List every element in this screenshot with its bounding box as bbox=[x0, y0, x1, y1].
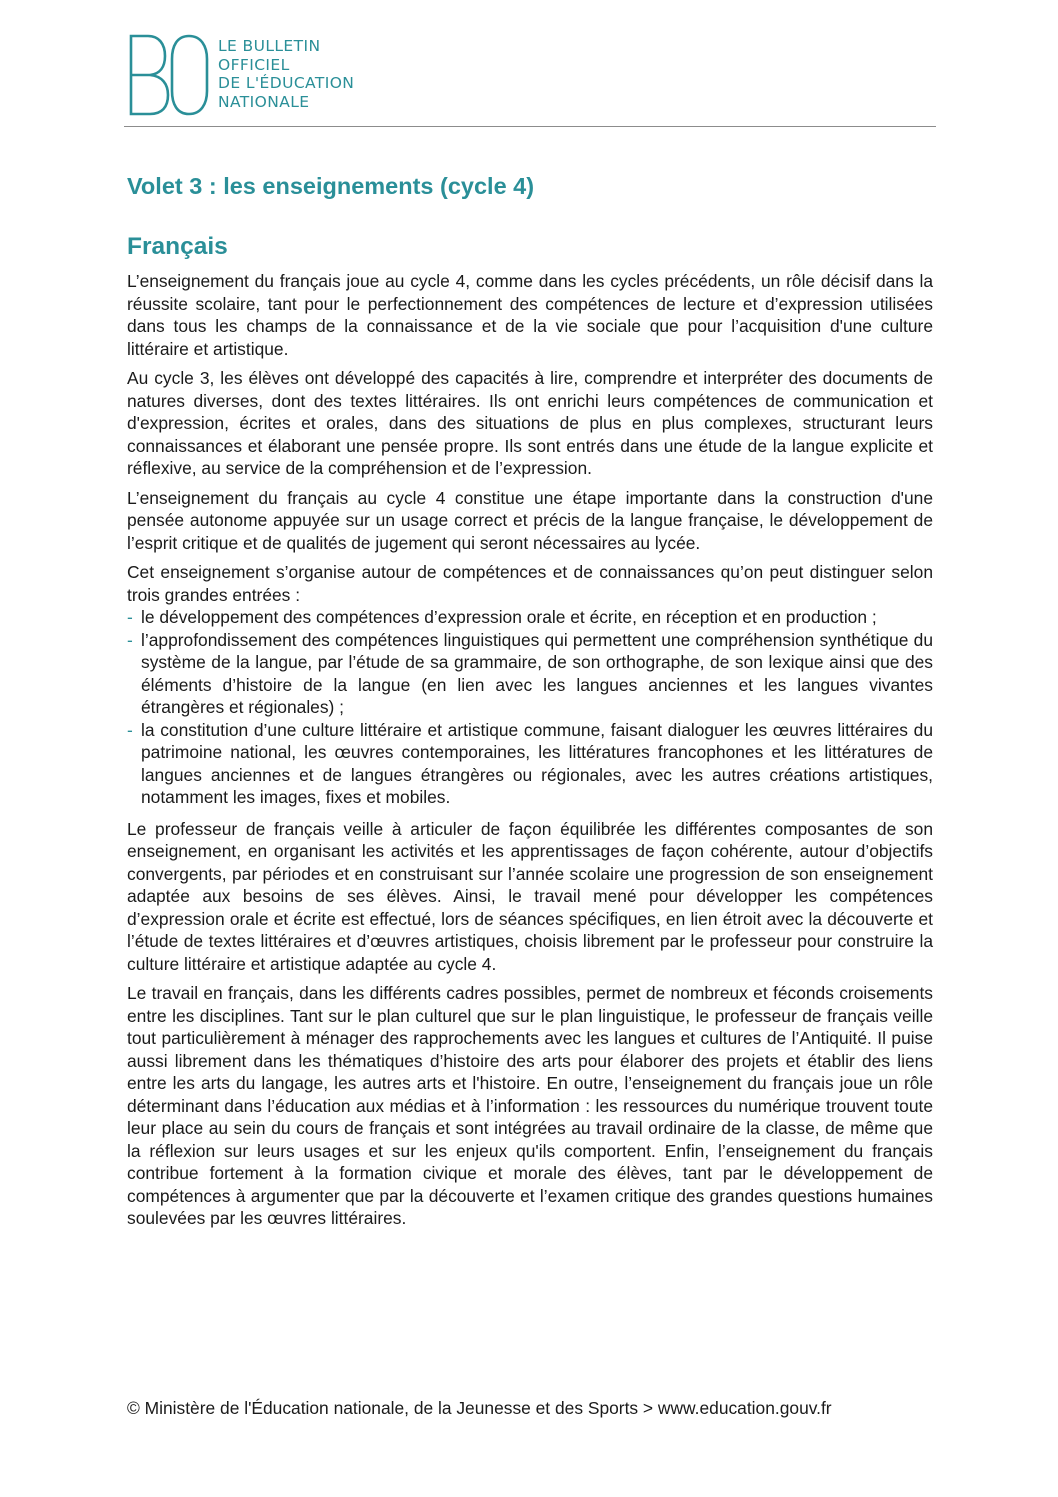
page-title: Volet 3 : les enseignements (cycle 4) bbox=[127, 173, 535, 199]
document-body bbox=[127, 168, 933, 1237]
bulletin-title bbox=[218, 37, 354, 111]
bulletin-header bbox=[128, 34, 354, 116]
entries-list bbox=[127, 606, 933, 809]
bo-logo bbox=[128, 34, 212, 116]
bulletin-title-line: NATIONALE bbox=[218, 92, 310, 111]
body-paragraph: Le professeur de français veille à articuler de façon équilibrée les différentes composantes de son enseignement, en organisant les activités et les apprentissages de façon cohérente, autour d’objectifs convergents, par périodes et en construisant sur l’année scolaire une progression de son enseignement adaptée aux besoins de ses élèves. Ainsi, le travail mené pour développer les compétences d’expression orale et écrite est effectué, lors de séances spécifiques, en lien étroit avec la découverte et l’étude de textes littéraires et d’œuvres artistiques, choisis librement par le professeur pour construire la culture littéraire et artistique adaptée au cycle 4. bbox=[127, 818, 933, 974]
bulletin-title-line: DE L'ÉDUCATION bbox=[218, 74, 355, 92]
body-paragraph: Au cycle 3, les élèves ont développé des capacités à lire, comprendre et interpréter des documents de natures diverses, dont des textes littéraires. Ils ont enrichi leurs compétences de communication et d'expression, écrites et orales, dans des situations de plus en plus complexes, structurant leurs connaissances et élaborant une pensée propre. Ils sont entrés dans une étude de la langue explicite et réflexive, au service de la compréhension et de l’expression. bbox=[127, 368, 933, 478]
header-divider bbox=[124, 126, 936, 127]
body-paragraph: Cet enseignement s’organise autour de compétences et de connaissances qu’on peut distinguer selon trois grandes entrées : bbox=[127, 562, 933, 605]
list-item: - l’approfondissement des compétences linguistiques qui permettent une compréhension synthétique du système de la langue, par l’étude de sa grammaire, de son orthographe, de son lexique ainsi que des éléments d’histoire de la langue (en lien avec les langues anciennes et les langues vivantes étrangères et régionales) ; bbox=[127, 629, 933, 719]
list-item: - la constitution d’une culture littéraire et artistique commune, faisant dialoguer les œuvres littéraires du patrimoine national, les œuvres contemporaines, les littératures francophones et les littératures de langues anciennes et de langues étrangères ou régionales, avec les autres créations artistiques, notamment les images, fixes et mobiles. bbox=[127, 719, 933, 809]
section-title: Français bbox=[127, 233, 228, 260]
body-paragraph: L’enseignement du français joue au cycle 4, comme dans les cycles précédents, un rôle décisif dans la réussite scolaire, tant pour le perfectionnement des compétences de lecture et d’expression utilisées dans tous les champs de la connaissance et de la vie sociale que pour l’acquisition d'une culture littéraire et artistique. bbox=[127, 271, 933, 359]
bulletin-title-line: LE BULLETIN bbox=[218, 37, 321, 55]
list-item: - le développement des compétences d’expression orale et écrite, en réception et en production ; bbox=[127, 606, 933, 629]
body-paragraph: L’enseignement du français au cycle 4 constitue une étape importante dans la construction d'une pensée autonome appuyée sur un usage correct et précis de la langue française, le développement de l’esprit critique et de qualités de jugement qui seront nécessaires au lycée. bbox=[127, 487, 933, 553]
footer-copyright: © Ministère de l'Éducation nationale, de la Jeunesse et des Sports > www.education.gouv.fr bbox=[127, 1398, 832, 1418]
bulletin-title-line: OFFICIEL bbox=[218, 55, 290, 74]
body-paragraph: Le travail en français, dans les différents cadres possibles, permet de nombreux et féconds croisements entre les disciplines. Tant sur le plan culturel que sur le plan linguistique, le professeur de français veille tout particulièrement à ménager des rapprochements avec les langues et cultures de l’Antiquité. Il puise aussi librement dans les thématiques d’histoire des arts pour élaborer des projets et établir des liens entre les arts du langage, les autres arts et l'histoire. En outre, l’enseignement du français joue un rôle déterminant dans l’éducation aux médias et à l’information : les ressources du numérique trouvent toute leur place au sein du cours de français et sont intégrées au travail ordinaire de la classe, de même que la réflexion sur leurs usages et sur les enjeux qu'ils comportent. Enfin, l’enseignement du français contribue fortement à la formation civique et morale des élèves, tant par le développement de compétences à argumenter que par la découverte et l’examen critique des grandes questions humaines soulevées par les œuvres littéraires. bbox=[127, 983, 933, 1228]
